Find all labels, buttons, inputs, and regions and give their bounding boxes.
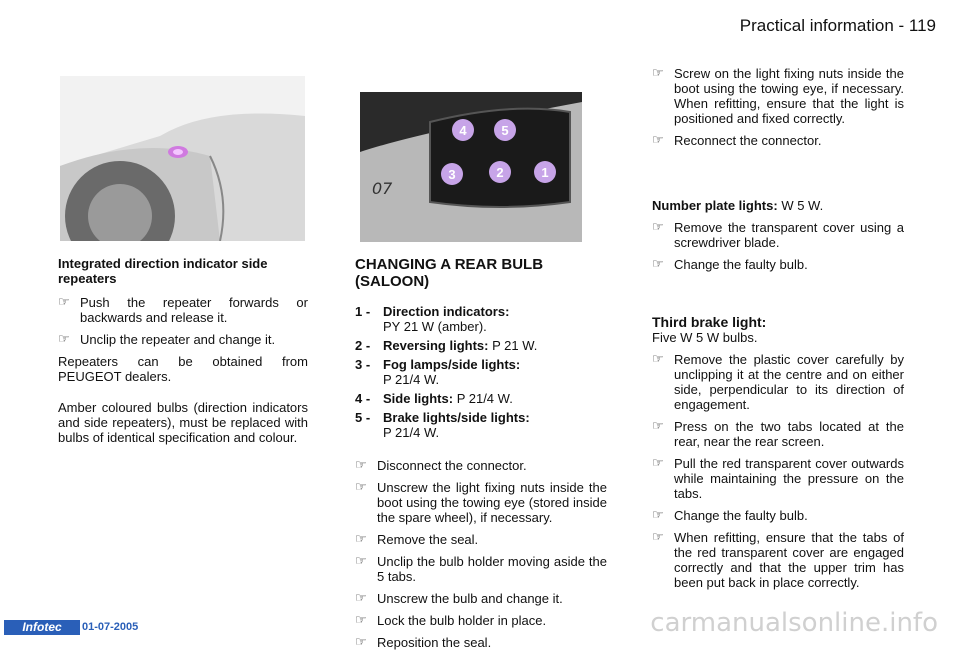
bullet: ☞ Unclip the bulb holder moving aside the 5 tabs.	[355, 554, 607, 584]
bulb-item	[355, 357, 607, 387]
rear-lamp-photo	[360, 92, 582, 242]
bullet: ☞ Pull the red transparent cover outwards while maintaining the pressure on the tabs.	[652, 456, 904, 501]
bullet: ☞ Unscrew the bulb and change it.	[355, 591, 607, 606]
bullet: ☞ Lock the bulb holder in place.	[355, 613, 607, 628]
bullet: ☞ Remove the seal.	[355, 532, 607, 547]
item-spec: PY 21 W (amber).	[383, 319, 487, 334]
bullet: ☞ Screw on the light fixing nuts inside the boot using the towing eye, if necessary. When refitting, ensure that the light is positioned and fixed correctly.	[652, 66, 904, 126]
bullet: ☞ Reposition the seal.	[355, 635, 607, 650]
item-name: Fog lamps/side lights:	[383, 357, 521, 372]
item-number: 2 -	[355, 338, 371, 353]
bullet: ☞ Remove the plastic cover carefully by unclipping it at the centre and on either side, perpendicular to its direction of engagement.	[652, 352, 904, 412]
bullet: ☞ Reconnect the connector.	[652, 133, 904, 148]
footer-date: 01-07-2005	[82, 621, 139, 633]
item-name: Direction indicators:	[383, 304, 510, 319]
infotec-logo: Infotec	[4, 620, 80, 635]
bullet: ☞ When refitting, ensure that the tabs of the red transparent cover are engaged correctly and that the upper trim has been put back in place correctly.	[652, 530, 904, 590]
bullet: ☞ Push the repeater forwards or backwards and release it.	[58, 295, 308, 325]
column-1	[58, 256, 308, 452]
bullet: ☞ Disconnect the connector.	[355, 458, 607, 473]
item-name: Side lights:	[383, 391, 454, 406]
item-number: 1 -	[355, 304, 371, 319]
column-2	[355, 256, 607, 657]
lamp-label-4: 4	[459, 123, 467, 138]
paragraph: Repeaters can be obtained from PEUGEOT dealers.	[58, 354, 308, 384]
bullet: ☞ Unscrew the light fixing nuts inside the boot using the towing eye (stored inside the spare wheel), if necessary.	[355, 480, 607, 525]
bullet: ☞ Change the faulty bulb.	[652, 257, 904, 272]
bulb-item	[355, 410, 607, 440]
lamp-label-2: 2	[496, 165, 504, 180]
bulb-item	[355, 391, 607, 406]
plate-lights-spec: W 5 W.	[781, 198, 824, 213]
side-repeater-illustration	[60, 76, 305, 241]
item-spec: P 21/4 W.	[383, 425, 440, 440]
bullet: ☞ Press on the two tabs located at the rear, near the rear screen.	[652, 419, 904, 449]
item-name: Reversing lights:	[383, 338, 489, 353]
item-name: Brake lights/side lights:	[383, 410, 530, 425]
third-brake-title: Third brake light:	[652, 314, 767, 330]
item-spec: P 21 W.	[492, 338, 538, 353]
watermark: carmanualsonline.info	[650, 608, 938, 638]
bullet: ☞ Change the faulty bulb.	[652, 508, 904, 523]
bulb-item	[355, 304, 607, 334]
lamp-label-3: 3	[448, 167, 456, 182]
item-number: 4 -	[355, 391, 371, 406]
item-spec: P 21/4 W.	[383, 372, 440, 387]
third-brake-sub: Five W 5 W bulbs.	[652, 330, 758, 345]
plate-lights-line	[652, 198, 904, 213]
lamp-label-1: 1	[541, 165, 549, 180]
item-number: 5 -	[355, 410, 371, 425]
bullet: ☞ Unclip the repeater and change it.	[58, 332, 308, 347]
svg-text:07: 07	[372, 179, 393, 198]
section-title: CHANGING A REAR BULB (SALOON)	[355, 256, 544, 290]
bullet: ☞ Remove the transparent cover using a screwdriver blade.	[652, 220, 904, 250]
rear-lamp-illustration	[360, 92, 582, 242]
side-repeater-heading: Integrated direction indicator side repeaters	[58, 256, 268, 286]
column-3	[652, 66, 904, 597]
side-repeater-photo	[60, 76, 305, 241]
paragraph: Amber coloured bulbs (direction indicators and side repeaters), must be replaced with bulbs of identical specification and colour.	[58, 400, 308, 445]
item-number: 3 -	[355, 357, 371, 372]
plate-lights-name: Number plate lights:	[652, 198, 778, 213]
page-header: Practical information - 119	[739, 16, 936, 35]
lamp-label-5: 5	[501, 123, 509, 138]
bulb-item	[355, 338, 607, 353]
item-spec: P 21/4 W.	[456, 391, 513, 406]
